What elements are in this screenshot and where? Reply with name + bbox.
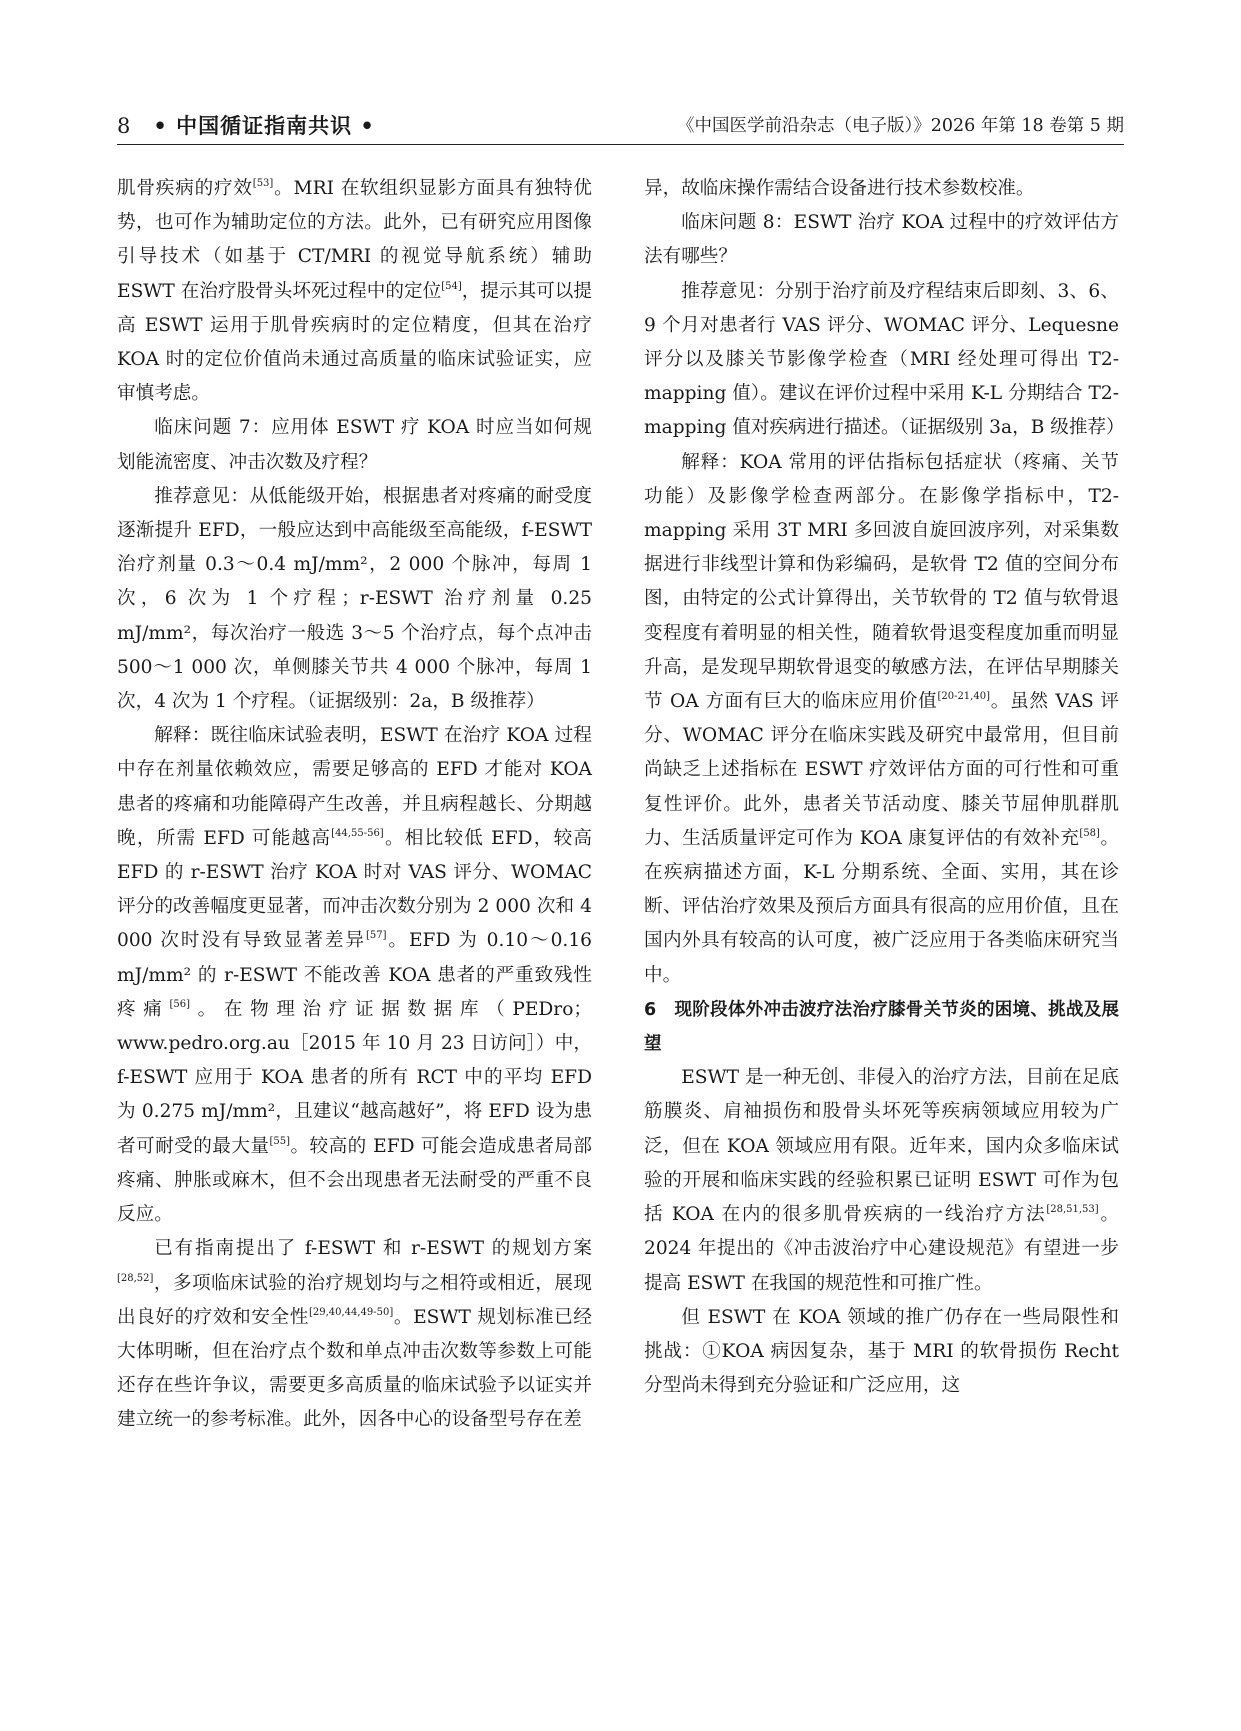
clinical-question-7: 临床问题 7：应用体 ESWT 疗 KOA 时应当如何规划能流密度、冲击次数及疗程？ [117,417,592,473]
left-column [117,172,592,1438]
paragraph: 异，故临床操作需结合设备进行技术参数校准。 [644,178,1035,199]
explanation-7: 解释：既往临床试验表明，ESWT 在治疗 KOA 过程中存在剂量依赖效应，需要足够高的 EFD 才能对 KOA 患者的疼痛和功能障碍产生改善，并且病程越长、分期越晚，所需 EFD 可能越高[44,55-56]。相比较低 EFD，较高 EFD 的 r-ESWT 治疗 KOA 时对 VAS 评分、WOMAC 评分的改善幅度更显著，而冲击次数分别为 2 000 次和 4 000 次时没有导致显著差异[57]。EFD 为 0.10～0.16 mJ/mm² 的 r-ESWT 不能改善 KOA 患者的严重致残性疼痛[56]。在物理治疗证据数据库（PEDro；www.pedro.org.au［2015 年 10 月 23 日访问］）中，f-ESWT 应用于 KOA 患者的所有 RCT 中的平均 EFD 为 0.275 mJ/mm²，且建议“越高越好”，将 EFD 设为患者可耐受的最大量[55]。较高的 EFD 可能会造成患者局部疼痛、肿胀或麻木，但不会出现患者无法耐受的严重不良反应。 [117,725,592,1226]
paragraph: ESWT 是一种无创、非侵入的治疗方法，目前在足底筋膜炎、肩袖损伤和股骨头坏死等疾病领域应用较为广泛，但在 KOA 领域应用有限。近年来，国内众多临床试验的开展和临床实践的经验积累已证明 ESWT 可作为包括 KOA 在内的很多肌骨疾病的一线治疗方法[28,51,53]。2024 年提出的《冲击波治疗中心建设规范》有望进一步提高 ESWT 在我国的规范性和可推广性。 [644,1067,1119,1294]
recommendation-7: 推荐意见：从低能级开始，根据患者对疼痛的耐受度逐渐提升 EFD，一般应达到中高能级至高能级，f-ESWT 治疗剂量 0.3～0.4 mJ/mm²，2 000 个脉冲，每周 1 次，6 次为 1 个疗程；r-ESWT 治疗剂量 0.25 mJ/mm²，每次治疗一般选 3～5 个治疗点，每个点冲击 500～1 000 次，单侧膝关节共 4 000 个脉冲，每周 1 次，4 次为 1 个疗程。（证据级别：2a，B 级推荐） [117,485,592,713]
explanation-8: 解释：KOA 常用的评估指标包括症状（疼痛、关节功能）及影像学检查两部分。在影像学指标中，T2-mapping 采用 3T MRI 多回波自旋回波序列，对采集数据进行非线型计算和伪彩编码，是软骨 T2 值的空间分布图，由特定的公式计算得出，关节软骨的 T2 值与软骨退变程度有着明显的相关性，随着软骨退变程度加重而明显升高，是发现早期软骨退变的敏感方法，在评估早期膝关节 OA 方面有巨大的临床应用价值[20-21,40]。虽然 VAS 评分、WOMAC 评分在临床实践及研究中最常用，但目前尚缺乏上述指标在 ESWT 疗效评估方面的可行性和可重复性评价。此外，患者关节活动度、膝关节屈伸肌群肌力、生活质量评定可作为 KOA 康复评估的有效补充[58]。在疾病描述方面，K-L 分期系统、全面、实用，其在诊断、评估治疗效果及预后方面具有很高的应用价值，且在国内外具有较高的认可度，被广泛应用于各类临床研究当中。 [644,451,1119,986]
page-number: 8 [117,114,132,138]
paragraph: 但 ESWT 在 KOA 领域的推广仍存在一些局限性和挑战：①KOA 病因复杂，基于 MRI 的软骨损伤 Recht 分型尚未得到充分验证和广泛应用，这 [644,1306,1119,1397]
paragraph: 肌骨疾病的疗效[53]。MRI 在软组织显影方面具有独特优势，也可作为辅助定位的方法。此外，已有研究应用图像引导技术（如基于 CT/MRI 的视觉导航系统）辅助 ESWT 在治疗股骨头坏死过程中的定位[54]，提示其可以提高 ESWT 运用于肌骨疾病时的定位精度，但其在治疗 KOA 时的定位价值尚未通过高质量的临床试验证实，应审慎考虑。 [117,178,592,405]
recommendation-8: 推荐意见：分别于治疗前及疗程结束后即刻、3、6、9 个月对患者行 VAS 评分、WOMAC 评分、Lequesne 评分以及膝关节影像学检查（MRI 经处理可得出 T2-mapping 值）。建议在评价过程中采用 K-L 分期结合 T2-mapping 值对疾病进行描述。（证据级别 3a，B 级推荐） [644,280,1125,439]
header-left [117,110,375,140]
page-header [117,104,1124,145]
right-column [644,172,1125,1403]
paragraph: 已有指南提出了 f-ESWT 和 r-ESWT 的规划方案[28,52]，多项临床试验的治疗规划均与之相符或相近，展现出良好的疗效和安全性[29,40,44,49-50]。ESWT 规划标准已经大体明晰，但在治疗点个数和单点冲击次数等参数上可能还存在些许争议，需要更多高质量的临床试验予以证实并建立统一的参考标准。此外，因各中心的设备型号存在差 [117,1238,592,1431]
journal-info: 《中国医学前沿杂志（电子版）》2026 年第 18 卷第 5 期 [676,116,1124,136]
clinical-question-8: 临床问题 8：ESWT 治疗 KOA 过程中的疗效评估方法有哪些？ [644,212,1119,268]
journal-section: • 中国循证指南共识 • [153,114,375,138]
section-6-heading: 6 现阶段体外冲击波疗法治疗膝骨关节炎的困境、挑战及展望 [644,999,1119,1055]
